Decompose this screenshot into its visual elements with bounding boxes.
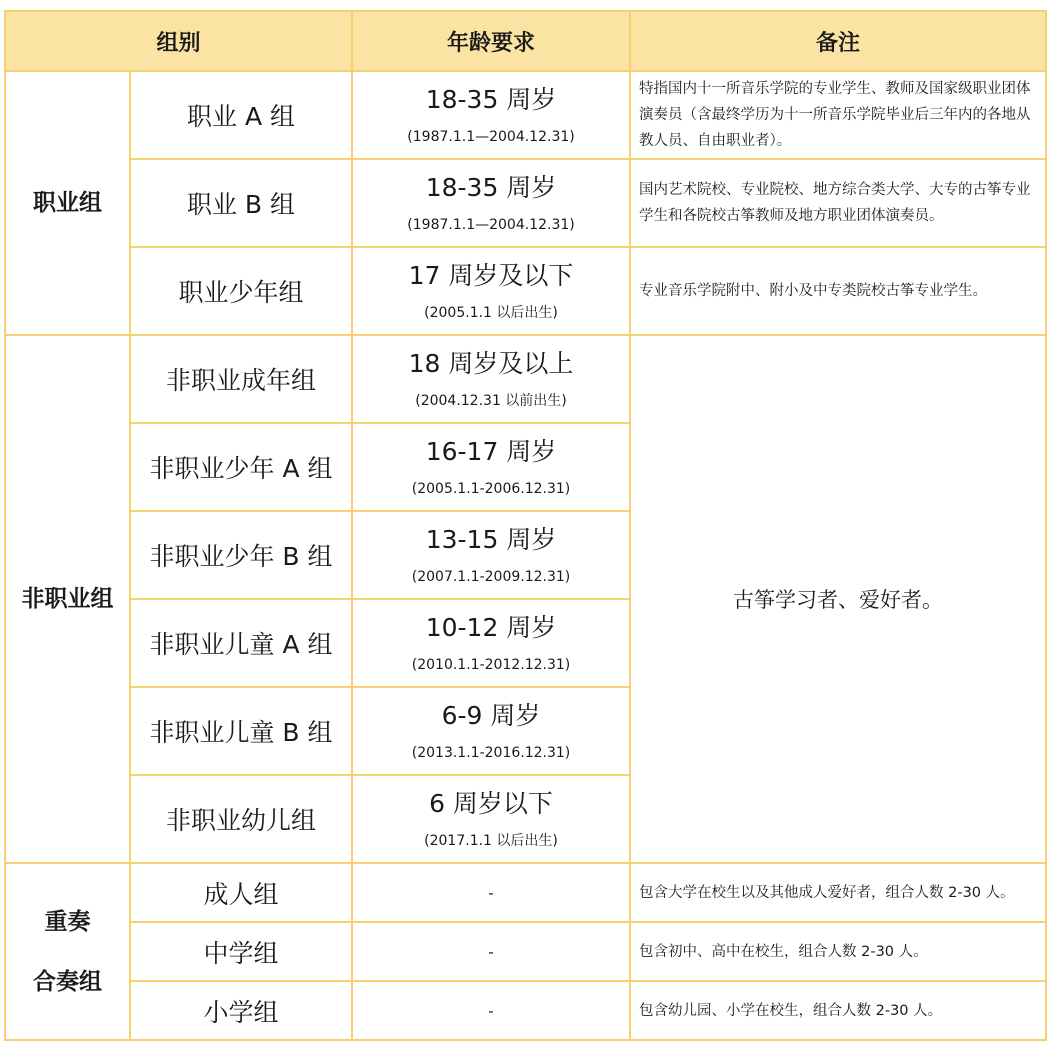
age-cell [352, 599, 630, 687]
group-name: 中学组 [130, 922, 352, 981]
age-cell [352, 511, 630, 599]
age-requirement: - [352, 922, 630, 981]
table-row [5, 863, 1046, 922]
competition-groups-table [4, 10, 1047, 1041]
note-cell: 专业音乐学院附中、附小及中专类院校古筝专业学生。 [630, 247, 1046, 335]
age-cell [352, 159, 630, 247]
age-cell [352, 247, 630, 335]
header-group: 组别 [5, 11, 352, 71]
birth-range: (2013.1.1-2016.12.31) [411, 745, 571, 761]
table-row [5, 71, 1046, 159]
birth-range: (2004.12.31 以前出生) [415, 393, 567, 409]
age-requirement: 6 周岁以下 [429, 789, 553, 818]
table-row [5, 922, 1046, 981]
group-name: 非职业儿童 A 组 [130, 599, 352, 687]
amateur-note: 古筝学习者、爱好者。 [630, 335, 1046, 863]
birth-range: (1987.1.1—2004.12.31) [407, 129, 575, 145]
table-row [5, 247, 1046, 335]
birth-range: (2010.1.1-2012.12.31) [411, 657, 571, 673]
age-cell [352, 423, 630, 511]
group-name: 非职业少年 B 组 [130, 511, 352, 599]
group-name: 职业 A 组 [130, 71, 352, 159]
birth-range: (2005.1.1 以后出生) [424, 305, 558, 321]
age-requirement: 13-15 周岁 [425, 525, 557, 554]
header-row [5, 11, 1046, 71]
category-ensemble [5, 863, 130, 1040]
age-requirement: - [352, 863, 630, 922]
age-cell [352, 71, 630, 159]
age-requirement: 10-12 周岁 [425, 613, 557, 642]
note-cell: 包含大学在校生以及其他成人爱好者，组合人数 2-30 人。 [630, 863, 1046, 922]
group-name: 非职业儿童 B 组 [130, 687, 352, 775]
age-requirement: 18-35 周岁 [425, 85, 557, 114]
age-requirement: 18 周岁及以上 [408, 349, 574, 378]
age-requirement: 18-35 周岁 [425, 173, 557, 202]
age-cell [352, 775, 630, 863]
birth-range: (2017.1.1 以后出生) [424, 833, 558, 849]
note-cell: 国内艺术院校、专业院校、地方综合类大学、大专的古筝专业学生和各院校古筝教师及地方职业团体演奏员。 [630, 159, 1046, 247]
note-cell: 包含幼儿园、小学在校生，组合人数 2-30 人。 [630, 981, 1046, 1040]
category-ensemble-line2: 合奏组 [33, 968, 102, 995]
header-age: 年龄要求 [352, 11, 630, 71]
birth-range: (1987.1.1—2004.12.31) [407, 217, 575, 233]
age-requirement: 17 周岁及以下 [408, 261, 574, 290]
group-name: 成人组 [130, 863, 352, 922]
group-name: 职业少年组 [130, 247, 352, 335]
category-amateur: 非职业组 [5, 335, 130, 863]
birth-range: (2005.1.1-2006.12.31) [411, 481, 571, 497]
age-requirement: 16-17 周岁 [425, 437, 557, 466]
age-requirement: - [352, 981, 630, 1040]
table-row [5, 159, 1046, 247]
note-cell: 包含初中、高中在校生，组合人数 2-30 人。 [630, 922, 1046, 981]
birth-range: (2007.1.1-2009.12.31) [411, 569, 571, 585]
group-name: 职业 B 组 [130, 159, 352, 247]
group-name: 小学组 [130, 981, 352, 1040]
group-name: 非职业成年组 [130, 335, 352, 423]
age-cell [352, 335, 630, 423]
table-row [5, 335, 1046, 423]
age-cell [352, 687, 630, 775]
group-name: 非职业少年 A 组 [130, 423, 352, 511]
category-professional: 职业组 [5, 71, 130, 335]
header-note: 备注 [630, 11, 1046, 71]
age-requirement: 6-9 周岁 [441, 701, 541, 730]
group-name: 非职业幼儿组 [130, 775, 352, 863]
note-cell: 特指国内十一所音乐学院的专业学生、教师及国家级职业团体演奏员（含最终学历为十一所音乐学院毕业后三年内的各地从教人员、自由职业者）。 [630, 71, 1046, 159]
category-ensemble-line1: 重奏 [44, 908, 91, 935]
table-row [5, 981, 1046, 1040]
